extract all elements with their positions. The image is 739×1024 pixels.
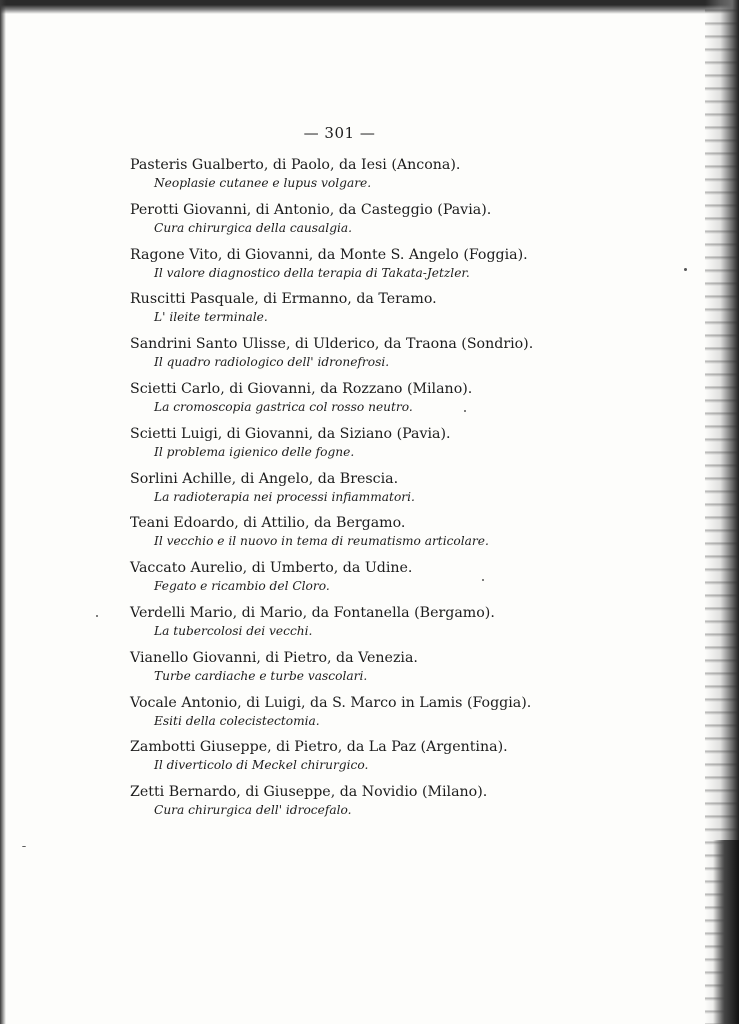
list-item bbox=[130, 514, 550, 559]
entry-thesis-title: La tubercolosi dei vecchi. bbox=[154, 623, 313, 638]
entry-author: Sorlini Achille, di Angelo, da Brescia. bbox=[130, 470, 399, 487]
list-item bbox=[130, 783, 550, 828]
list-item bbox=[130, 425, 550, 470]
list-item bbox=[130, 246, 550, 291]
entry-thesis-title: Il problema igienico delle fogne. bbox=[154, 444, 355, 459]
list-item bbox=[130, 604, 550, 649]
entry-thesis-title: Il quadro radiologico dell' idronefrosi. bbox=[154, 355, 390, 370]
entry-author: Scietti Carlo, di Giovanni, da Rozzano (Milano). bbox=[130, 380, 473, 397]
list-item bbox=[130, 335, 550, 380]
entry-thesis-title: La radioterapia nei processi infiammatori. bbox=[154, 489, 415, 504]
list-item bbox=[130, 380, 550, 425]
page-left-edge-shadow bbox=[0, 0, 6, 1024]
entry-author: Zambotti Giuseppe, di Pietro, da La Paz (Argentina). bbox=[130, 739, 508, 756]
entry-author: Scietti Luigi, di Giovanni, da Siziano (Pavia). bbox=[130, 425, 451, 442]
entry-author: Vocale Antonio, di Luigi, da S. Marco in Lamis (Foggia). bbox=[130, 694, 532, 711]
entry-thesis-title: Fegato e ricambio del Cloro. bbox=[154, 579, 330, 594]
page-number bbox=[0, 124, 739, 142]
entry-thesis-title: Neoplasie cutanee e lupus volgare. bbox=[154, 176, 372, 190]
entry-author: Vaccato Aurelio, di Umberto, da Udine. bbox=[130, 560, 413, 577]
list-item bbox=[130, 694, 550, 739]
entry-thesis-title: L' ileite terminale. bbox=[154, 310, 268, 325]
page-number-text: — 301 — bbox=[303, 124, 376, 142]
entry-author: Teani Edoardo, di Attilio, da Bergamo. bbox=[130, 515, 406, 532]
list-item bbox=[130, 559, 550, 604]
entry-author: Verdelli Mario, di Mario, da Fontanella (Bergamo). bbox=[130, 604, 495, 621]
entry-author: Perotti Giovanni, di Antonio, da Casteggio (Pavia). bbox=[130, 201, 492, 218]
entry-thesis-title: Il vecchio e il nuovo in tema di reumatismo articolare. bbox=[154, 534, 489, 549]
list-item bbox=[130, 649, 550, 694]
page-binding-dark-area bbox=[713, 840, 739, 1024]
scan-speck bbox=[96, 615, 98, 617]
list-item bbox=[130, 290, 550, 335]
entry-author: Pasteris Gualberto, di Paolo, da Iesi (Ancona). bbox=[130, 157, 461, 173]
list-item bbox=[130, 156, 550, 201]
page-top-edge-shadow bbox=[0, 0, 739, 14]
entry-list bbox=[130, 156, 550, 828]
entry-thesis-title: Il valore diagnostico della terapia di Takata-Jetzler. bbox=[154, 265, 470, 280]
entry-thesis-title: Il diverticolo di Meckel chirurgico. bbox=[154, 758, 369, 773]
list-item bbox=[130, 738, 550, 783]
list-item bbox=[130, 470, 550, 515]
entry-author: Ruscitti Pasquale, di Ermanno, da Teramo. bbox=[130, 291, 437, 308]
list-item bbox=[130, 201, 550, 246]
entry-thesis-title: La cromoscopia gastrica col rosso neutro. bbox=[154, 399, 413, 414]
scan-speck bbox=[684, 268, 687, 271]
entry-author: Sandrini Santo Ulisse, di Ulderico, da Traona (Sondrio). bbox=[130, 336, 534, 353]
entry-thesis-title: Cura chirurgica della causalgia. bbox=[154, 220, 353, 235]
entry-thesis-title: Cura chirurgica dell' idrocefalo. bbox=[154, 803, 352, 818]
entry-author: Vianello Giovanni, di Pietro, da Venezia. bbox=[130, 649, 418, 666]
entry-thesis-title: Esiti della colecistectomia. bbox=[154, 713, 320, 728]
scan-speck bbox=[22, 846, 26, 847]
entry-author: Zetti Bernardo, di Giuseppe, da Novidio (Milano). bbox=[130, 784, 488, 801]
entry-thesis-title: Turbe cardiache e turbe vascolari. bbox=[154, 668, 368, 683]
entry-author: Ragone Vito, di Giovanni, da Monte S. Angelo (Foggia). bbox=[130, 246, 528, 263]
